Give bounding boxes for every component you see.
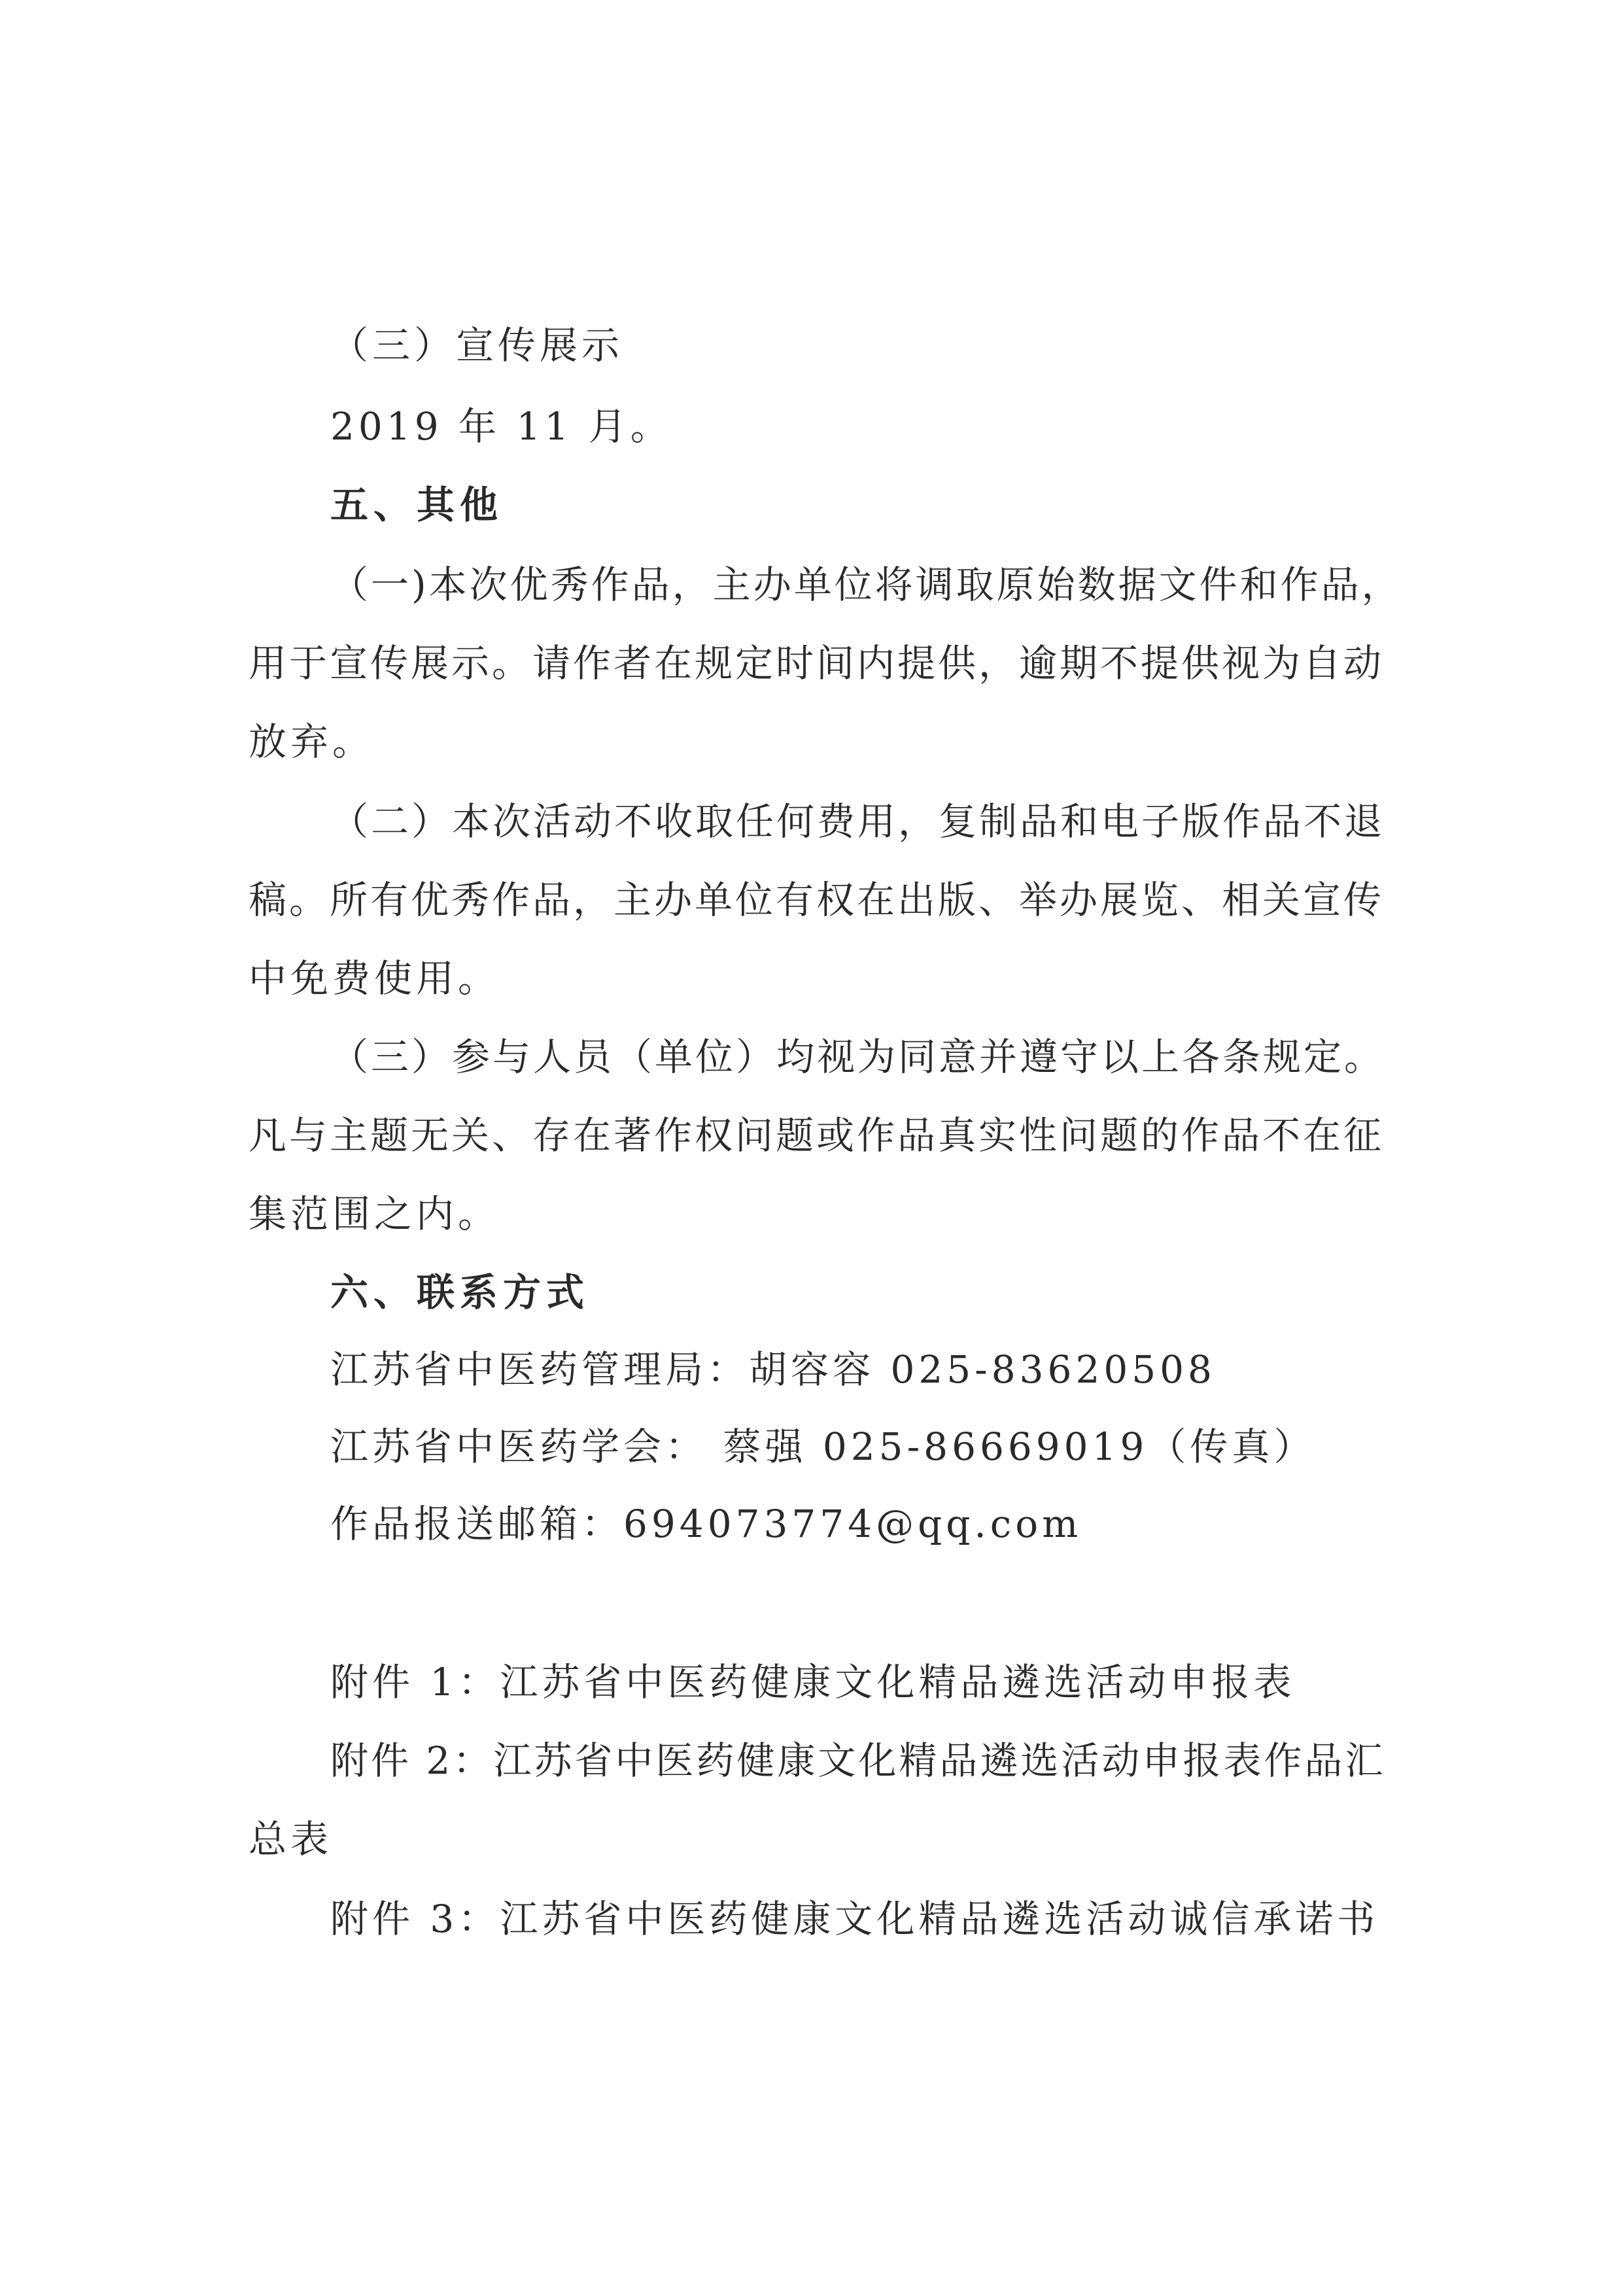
contact-line-1: 江苏省中医药管理局：胡容容 025-83620508 <box>330 1347 1216 1392</box>
section-three-heading: （三）宣传展示 <box>330 323 624 368</box>
paragraph-2-line-3: 中免费使用。 <box>249 956 500 1001</box>
email-line: 作品报送邮箱：694073774@qq.com <box>330 1502 1082 1546</box>
paragraph-3-line-3: 集范围之内。 <box>249 1192 500 1236</box>
section-five-heading: 五、其他 <box>330 483 504 527</box>
paragraph-1-line-1: （一)本次优秀作品，主办单位将调取原始数据文件和作品， <box>330 562 1402 607</box>
paragraph-2-line-2: 稿。所有优秀作品，主办单位有权在出版、举办展览、相关宣传 <box>249 878 1385 922</box>
paragraph-1-line-3: 放弃。 <box>249 719 375 764</box>
contact-line-2: 江苏省中医药学会： 蔡强 025-86669019（传真） <box>330 1424 1316 1469</box>
attachment-2-line-1: 附件 2：江苏省中医药健康文化精品遴选活动申报表作品汇 <box>330 1738 1386 1783</box>
date-line: 2019 年 11 月。 <box>330 404 672 449</box>
paragraph-3-line-1: （三）参与人员（单位）均视为同意并遵守以上各条规定。 <box>330 1035 1385 1079</box>
attachment-1: 附件 1：江苏省中医药健康文化精品遴选活动申报表 <box>330 1660 1296 1704</box>
attachment-3: 附件 3：江苏省中医药健康文化精品遴选活动诚信承诺书 <box>330 1897 1379 1941</box>
attachment-2-line-2: 总表 <box>249 1817 333 1861</box>
paragraph-3-line-2: 凡与主题无关、存在著作权问题或作品真实性问题的作品不在征 <box>249 1113 1385 1158</box>
paragraph-2-line-1: （二）本次活动不收取任何费用，复制品和电子版作品不退 <box>330 799 1385 844</box>
section-six-heading: 六、联系方式 <box>330 1270 590 1315</box>
paragraph-1-line-2: 用于宣传展示。请作者在规定时间内提供，逾期不提供视为自动 <box>249 641 1385 685</box>
